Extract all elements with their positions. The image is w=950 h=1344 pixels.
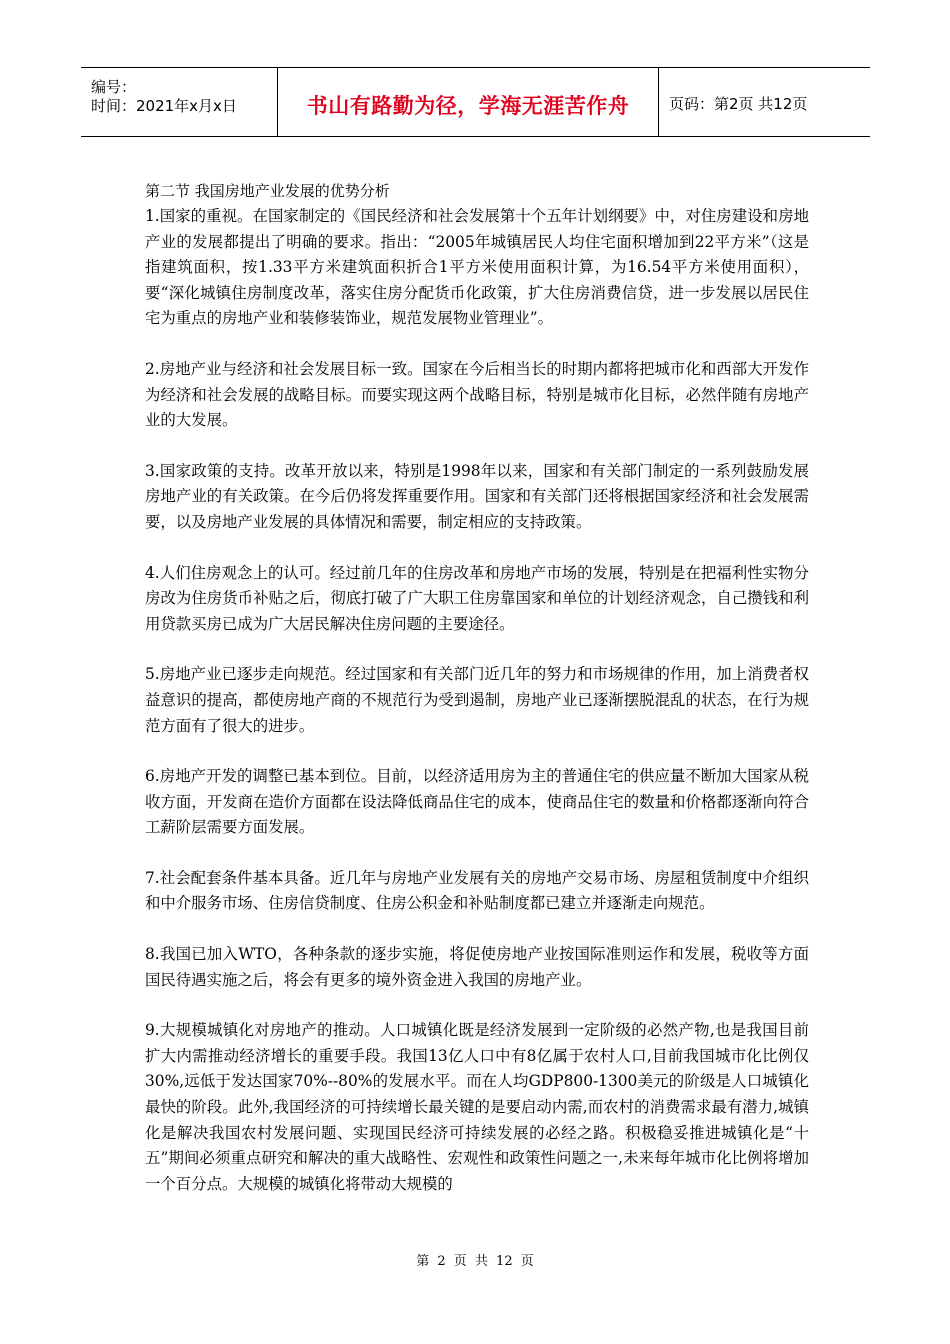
paragraph-3: 3.国家政策的支持。改革开放以来，特别是1998年以来，国家和有关部门制定的一系列鼓励发展房地产业的有关政策。在今后仍将发挥重要作用。国家和有关部门还将根据国家经济和社会发展需要，以及房地产业发展的具体情况和需要，制定相应的支持政策。 [145,461,809,531]
paragraph-8: 8.我国已加入WTO，各种条款的逐步实施，将促使房地产业按国际准则运作和发展，税收等方面国民待遇实施之后，将会有更多的境外资金进入我国的房地产业。 [145,945,809,989]
document-date-label: 时间：2021年x月x日 [91,97,237,115]
paragraph-9: 9.大规模城镇化对房地产的推动。人口城镇化既是经济发展到一定阶级的必然产物,也是我国目前扩大内需推动经济增长的重要手段。我国13亿人口中有8亿属于农村人口,目前我国城市化比例仅30%,远低于发达国家70%--80%的发展水平。而在人均GDP800-1300美元的阶级是人口城镇化最快的阶段。此外,我国经济的可持续增长最关键的是要启动内需,而农村的消费需求最有潜力,城镇化是解决我国农村发展问题、实现国民经济可持续发展的必经之路。积极稳妥推进城镇化是“十五”期间必须重点研究和解决的重大战略性、宏观性和政策性问题之一,未来每年城市化比例将增加一个百分点。大规模的城镇化将带动大规模的 [145,1021,809,1193]
paragraph-2: 2.房地产业与经济和社会发展目标一致。国家在今后相当长的时期内都将把城市化和西部大开发作为经济和社会发展的战略目标。而要实现这两个战略目标，特别是城市化目标，必然伴随有房地产业的大发展。 [145,359,809,430]
header-page-cell [659,68,870,136]
page-footer: 第 2 页 共 12 页 [416,1254,534,1269]
document-number-label: 编号： [91,78,137,96]
header-left-cell [81,68,278,136]
paragraph-1: 1.国家的重视。在国家制定的《国民经济和社会发展第十个五年计划纲要》中，对住房建设和房地产业的发展都提出了明确的要求。指出：“2005年城镇居民人均住宅面积增加到22平方米”（这是指建筑面积，按1.33平方米建筑面积折合1平方米使用面积计算，为16.54平方米使用面积），要“深化城镇住房制度改革，落实住房分配货币化政策，扩大住房消费信贷，进一步发展以居民住宅为重点的房地产业和装修装饰业，规范发展物业管理业”。 [145,207,809,328]
paragraph-6: 6.房地产开发的调整已基本到位。目前，以经济适用房为主的普通住宅的供应量不断加大国家从税收方面，开发商在造价方面都在设法降低商品住宅的成本，使商品住宅的数量和价格都逐渐向符合工薪阶层需要方面发展。 [145,767,809,837]
paragraph-4: 4.人们住房观念上的认可。经过前几年的住房改革和房地产市场的发展，特别是在把福利性实物分房改为住房货币补贴之后，彻底打破了广大职工住房靠国家和单位的计划经济观念，自己攒钱和利用贷款买房已成为广大居民解决住房问题的主要途径。 [145,563,809,633]
document-body [145,181,809,1197]
paragraph-7: 7.社会配套条件基本具备。近几年与房地产业发展有关的房地产交易市场、房屋租赁制度中介组织和中介服务市场、住房信贷制度、住房公积金和补贴制度都已建立并逐渐走向规范。 [145,868,809,913]
header-motto-cell [278,68,659,136]
page-header [81,67,870,137]
paragraph-5: 5.房地产业已逐步走向规范。经过国家和有关部门近几年的努力和市场规律的作用，加上消费者权益意识的提高，都使房地产商的不规范行为受到遏制，房地产业已逐渐摆脱混乱的状态，在行为规范方面有了很大的进步。 [145,665,809,735]
section-title: 第二节 我国房地产业发展的优势分析 [145,182,390,200]
header-page-info: 页码：第2页 共12页 [669,95,808,113]
motto-text: 书山有路勤为径，学海无涯苦作舟 [306,94,630,118]
